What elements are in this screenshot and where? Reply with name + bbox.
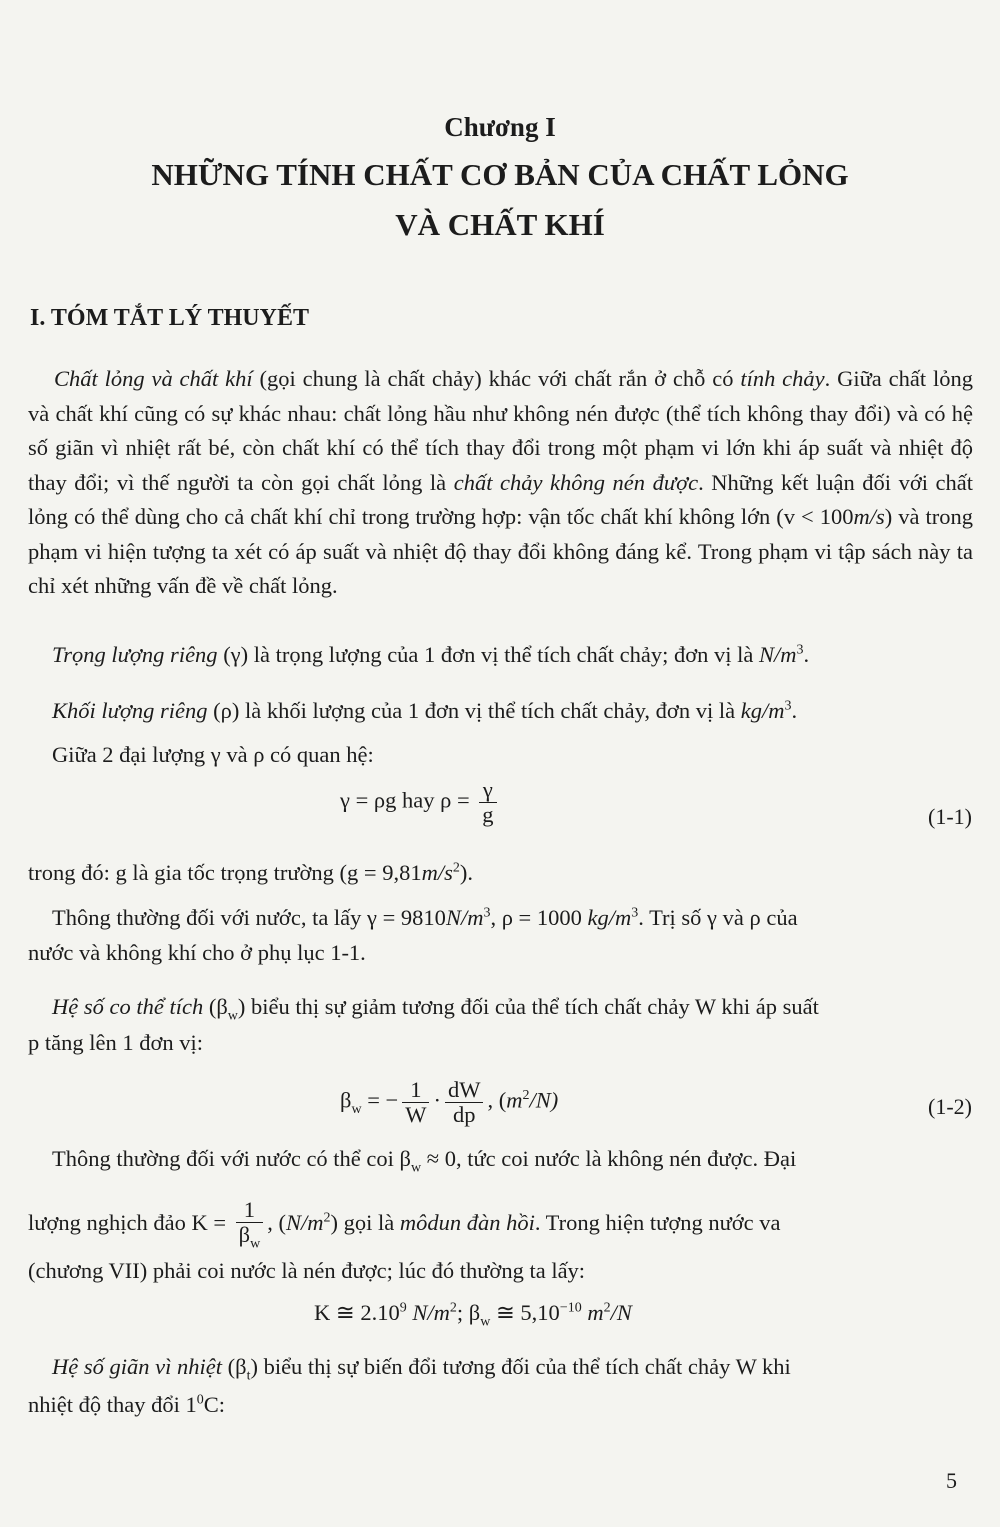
term-incompressible: chất chảy không nén được — [453, 469, 699, 495]
term-fluid: Chất lỏng và chất khí — [54, 366, 253, 391]
paragraph-specific-weight: Trọng lượng riêng (γ) là trọng lượng của 1 đơn vị thể tích chất chảy; đơn vị là $N/m^3$. — [52, 642, 810, 667]
term-compressibility: Hệ số co thể tích — [52, 994, 204, 1019]
paragraph-thermal-expansion: Hệ số giãn vì nhiệt $(\beta_t)$ biểu thị sự biến đổi tương đối của thể tích chất chảy W khi — [52, 1354, 791, 1384]
paragraph-water-values: Thông thường đối với nước, ta lấy $\gamma = 9810N/m^3$, ρ = 1000 $kg/m^3$. Trị số γ và ρ của — [52, 905, 798, 930]
paragraph-intro: Chất lỏng và chất khí (gọi chung là chất chảy) khác với chất rắn ở chỗ có tính chảy. Giữa chất lỏng và chất khí cũng có sự khác nhau: chất lỏng hầu như không nén được (thể tích không thay đổi) và có hệ số giãn vì nhiệt rất bé, còn chất khí có thể tích thay đổi trong một phạm vi lớn khi áp suất và nhiệt độ thay đổi; vì thế người ta còn gọi chất lỏng là chất chảy không nén được. Những kết luận đối với chất lỏng có thể dùng cho cả chất khí chỉ trong trường hợp: vận tốc chất khí không lớn (v < 100m/s) và trong phạm vi hiện tượng ta xét có áp suất và nhiệt độ thay đổi không đáng kể. Trong phạm vi tập sách này ta chỉ xét những vấn đề về chất lỏng. — [28, 366, 974, 598]
paragraph-water-incompressible: Thông thường đối với nước có thể coi $\beta_w \approx 0$, tức coi nước là không nén được. Đại — [52, 1146, 797, 1176]
paragraph-elastic-modulus: lượng nghịch đảo K = $\frac{1}{\beta_w}$ , $(N/m^2)$ gọi là môdun đàn hồi. Trong hiện tượng nước va — [28, 1197, 781, 1252]
paragraph-compressibility-line-2: p tăng lên 1 đơn vị: — [28, 1030, 204, 1055]
chapter-title-line-2: VÀ CHẤT KHÍ — [395, 207, 605, 242]
chapter-label: Chương I — [444, 112, 556, 142]
paragraph-water-hammer: (chương VII) phải coi nước là nén được; lúc đó thường ta lấy: — [28, 1258, 586, 1283]
page-number: 5 — [946, 1468, 957, 1493]
chapter-title-line-1: NHỮNG TÍNH CHẤT CƠ BẢN CỦA CHẤT LỎNG — [151, 157, 849, 192]
paragraph-thermal-expansion-line-2: nhiệt độ thay đổi $1^0C$: — [28, 1392, 225, 1417]
term-specific-weight: Trọng lượng riêng — [52, 642, 218, 667]
equation-number-1-1: (1-1) — [928, 804, 972, 829]
fraction: $\frac{1}{W}$ — [402, 1078, 429, 1126]
term-density: Khối lượng riêng — [52, 698, 208, 723]
equation-number-1-2: (1-2) — [928, 1094, 972, 1119]
paragraph-density: Khối lượng riêng (ρ) là khối lượng của 1 đơn vị thể tích chất chảy, đơn vị là $kg/m^3$. — [52, 698, 798, 723]
paragraph-water-values-line-2: nước và không khí cho ở phụ lục 1-1. — [28, 940, 366, 965]
term-flowability: tính chảy — [740, 366, 825, 391]
term-elastic-modulus: môdun đàn hồi — [399, 1210, 535, 1236]
chapter-title — [0, 150, 1000, 250]
paragraph-gravity: trong đó: g là gia tốc trọng trường $(g = 9,81m/s^2)$. — [28, 860, 473, 885]
term-thermal-expansion: Hệ số giãn vì nhiệt — [52, 1354, 222, 1379]
paragraph-compressibility: Hệ số co thể tích $(\beta_w)$ biểu thị sự giảm tương đối của thể tích chất chảy W khi áp suất — [52, 994, 819, 1024]
fraction: $\frac{1}{\beta_w}$ — [236, 1198, 264, 1252]
section-heading: I. TÓM TẮT LÝ THUYẾT — [30, 305, 309, 331]
equation-1-2: $\beta_w$ = − $\frac{1}{W}$ · $\frac{dW}{dp}$ , $(m^2/N)$ — [340, 1077, 559, 1127]
fraction: $\frac{\gamma}{g}$ — [479, 778, 496, 826]
paragraph-relation: Giữa 2 đại lượng γ và ρ có quan hệ: — [52, 742, 374, 767]
equation-k-values: K ≅ 2.10$^9$ $N/m^2$; $\beta_w$ ≅ $5,10^{-10}$ $m^2/N$ — [314, 1300, 632, 1330]
fraction: $\frac{dW}{dp}$ — [445, 1078, 484, 1126]
equation-1-1: γ = ρg hay ρ = $\frac{\gamma}{g}$ — [340, 778, 501, 826]
